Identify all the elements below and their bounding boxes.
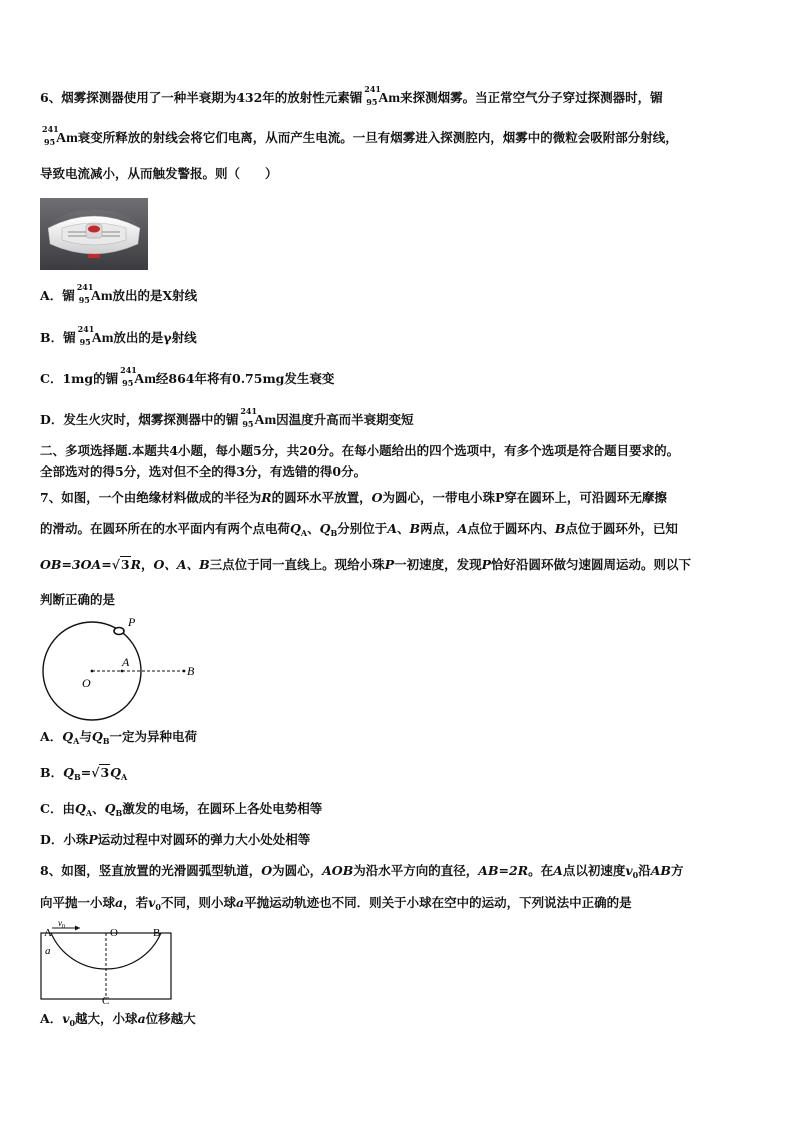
point-b <box>183 670 186 673</box>
label-b: B <box>187 664 195 678</box>
arrow-head <box>75 926 80 931</box>
nuclide-am241: 241 95 Am <box>364 84 401 107</box>
label-c-point: C <box>102 995 110 1004</box>
nuclide-am241: 241 95 Am <box>77 324 114 347</box>
label-o: O <box>82 676 91 690</box>
q8-track-figure <box>36 918 176 1004</box>
q8-stem-line2: 向平抛一小球a，若$v_0$不同，则小球a平抛运动轨迹也不同．则关于小球在空中的运动，下列说法中正确的是 <box>40 895 632 912</box>
q7-ring-figure <box>38 612 208 722</box>
q7-option-d: D．小珠P运动过程中对圆环的弹力大小处处相等 <box>40 832 311 847</box>
nuclide-am241: 241 95 Am <box>120 365 156 388</box>
label-a-ball: a <box>45 945 51 957</box>
q7-stem-line1: 7、如图，一个由绝缘材料做成的半径为R的圆环水平放置，O为圆心，一带电小珠P穿在圆环上，可沿圆环无摩擦 <box>40 490 667 505</box>
q8-stem-line1: 8、如图，竖直放置的光滑圆弧型轨道，O为圆心，AOB为沿水平方向的直径，AB=2R。在A点以初速度$v_0$沿AB方 <box>40 863 684 880</box>
section2-header-line1: 二、多项选择题.本题共4小题，每小题5分，共20分。在每小题给出的四个选项中，有多个选项是符合题目要求的。 <box>40 443 680 458</box>
point-a <box>121 670 124 673</box>
q7-stem-line2: 的滑动。在圆环所在的水平面内有两个点电荷$Q_A$、$Q_B$分别位于A、B两点，A点位于圆环内、B点位于圆环外，已知 <box>40 521 678 538</box>
q6-option-c: C．1mg的镅 241 95 Am经864年将有0.75mg发生衰变 <box>40 365 335 388</box>
q6-line1-text-b: 来探测烟雾。当正常空气分子穿过探测器时，镅 <box>400 90 663 105</box>
q6-line2-text: 衰变所释放的射线会将它们电离，从而产生电流。一旦有烟雾进入探测腔内，烟雾中的微粒会吸附部分射线， <box>77 130 678 145</box>
sqrt3: √3 <box>111 557 130 572</box>
q7-option-b: B．$Q_B=√3Q_A$ <box>40 765 128 782</box>
q7-option-c: C．由$Q_A$、$Q_B$激发的电场，在圆环上各处电势相等 <box>40 801 323 818</box>
bead-p <box>114 628 124 635</box>
point-o <box>91 670 94 673</box>
q6-option-a: A．镅 241 95 Am放出的是X射线 <box>40 282 198 305</box>
q6-line1-text-a: 6、烟雾探测器使用了一种半衰期为432年的放射性元素镅 <box>40 90 363 105</box>
nuclide-am241: 241 95 Am <box>42 124 78 147</box>
q6-option-d: D．发生火灾时，烟雾探测器中的镅 241 95 Am因温度升高而半衰期变短 <box>40 406 414 429</box>
sqrt3: √3 <box>91 765 110 780</box>
label-a: A <box>122 655 130 669</box>
nuclide-am241: 241 95 Am <box>76 282 113 305</box>
smoke-detector-photo <box>40 198 148 270</box>
q7-option-a: A．$Q_A$与$Q_B$一定为异种电荷 <box>40 729 197 746</box>
q6-option-b: B．镅 241 95 Am放出的是γ射线 <box>40 324 197 347</box>
label-b-point: B <box>153 927 161 939</box>
q6-stem-line3: 导致电流减小，从而触发警报。则（ ） <box>40 166 278 181</box>
q6-stem-line2 <box>40 124 678 147</box>
label-v0: $v_0$ <box>58 918 65 930</box>
q8-option-a: A．$v_0$越大，小球a位移越大 <box>40 1011 196 1028</box>
label-p: P <box>128 615 136 629</box>
q7-stem-line3: OB=3OA=√3R，O、A、B三点位于同一直线上。现给小珠P一初速度，发现P恰好沿圆环做匀速圆周运动。则以下 <box>40 557 692 572</box>
label-a-point: A <box>44 927 52 939</box>
q7-stem-line4: 判断正确的是 <box>40 592 116 607</box>
label-o-point: O <box>110 927 118 939</box>
section2-header-line2: 全部选对的得5分，选对但不全的得3分，有选错的得0分。 <box>40 464 367 479</box>
q6-stem-line1 <box>40 84 663 107</box>
nuclide-am241: 241 95 Am <box>240 406 277 429</box>
